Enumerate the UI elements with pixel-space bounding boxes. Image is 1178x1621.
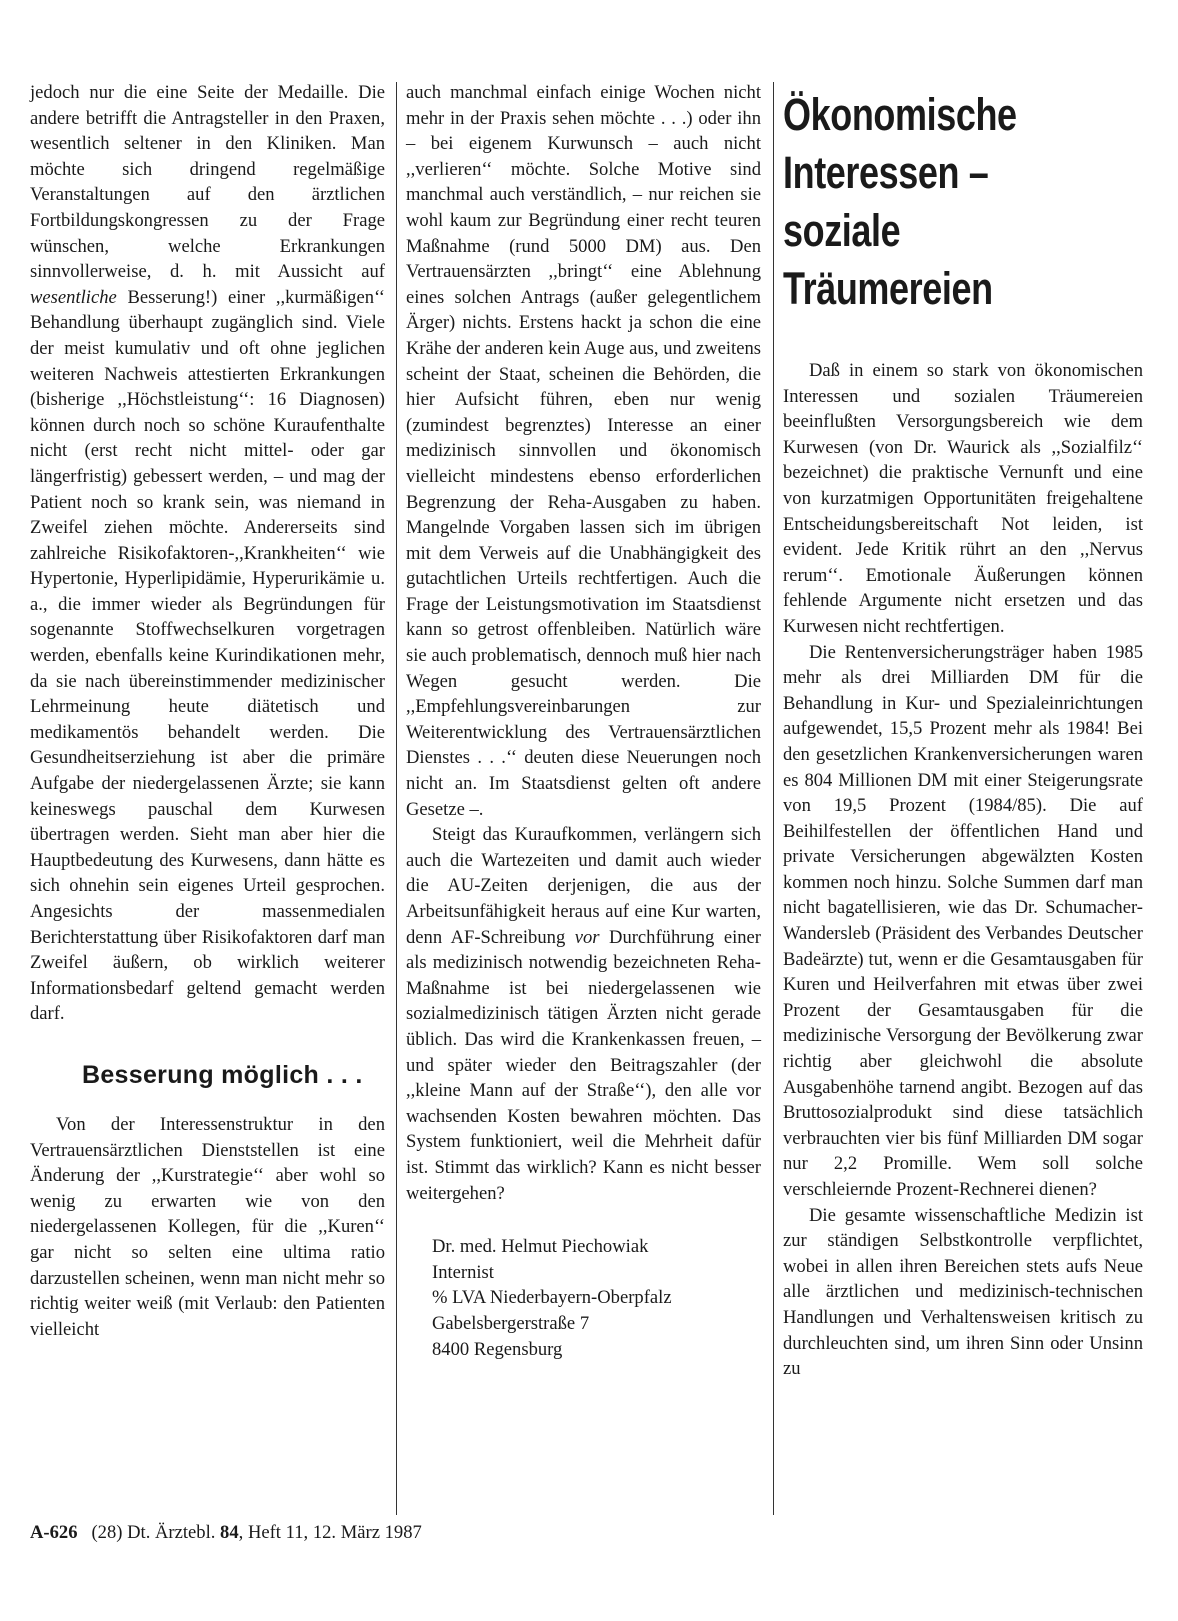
paragraph: Steigt das Kuraufkommen, verlängern sich auch die Wartezeiten und damit auch wieder die AU-Zeiten derjenigen, die aus der Arbeitsunfähigkeit heraus auf eine Kur warten, denn AF-Schreibung vor Durchführung einer als medizinisch notwendig bezeichneten Reha-Maßnahme ist bei niedergelassenen wie sozialmedizinisch tätigen Ärzten nicht gerade üblich. Das wird die Krankenkassen freuen, – und später wieder den Beitragszahler (der ,,kleine Mann auf der Straße‘‘), den alle vor wachsenden Kosten bewahren möchten. Das System funktioniert, weil die Mehrheit dafür ist. Stimmt das wirklich? Kann es nicht besser weitergehen? xyxy=(406,824,761,1204)
issue-date: , Heft 11, 12. März 1987 xyxy=(238,1522,422,1543)
column-3 xyxy=(783,80,1143,1382)
emphasis: wesentliche xyxy=(30,286,117,308)
author-title: Internist xyxy=(432,1261,494,1283)
author-institution: % LVA Niederbayern-Oberpfalz xyxy=(432,1287,672,1309)
subheading: Besserung möglich . . . xyxy=(82,1060,363,1089)
emphasis: vor xyxy=(574,926,600,948)
column-divider-1 xyxy=(396,82,397,1515)
author-street: Gabelsbergerstraße 7 xyxy=(432,1312,590,1334)
page-number: A-626 xyxy=(30,1522,78,1543)
column-2 xyxy=(406,80,761,1362)
author-signature xyxy=(432,1234,761,1362)
column-1 xyxy=(30,80,385,1342)
paragraph: Daß in einem so stark von ökonomischen Interessen und sozialen Träumereien beeinflußten Versorgungsbereich wie dem Kurwesen (von Dr. Waurick als ,,Sozialfilz‘‘ bezeichnet) die praktische Vernunft und eine von kurzatmigen Opportunitäten freigehaltene Entscheidungsbereitschaft Not leiden, ist evident. Jede Kritik rührt an den ,,Nervus rerum‘‘. Emotionale Äußerungen können fehlende Argumente nicht ersetzen und das Kurwesen nicht rechtfertigen. xyxy=(783,360,1143,637)
page-footer xyxy=(30,1522,422,1544)
volume-number: 84 xyxy=(220,1522,239,1543)
paragraph: Von der Interessenstruktur in den Vertrauensärztlichen Dienststellen ist eine Änderung der ,,Kurstrategie‘‘ aber wohl so wenig zu erwarten wie von den niedergelassenen Kollegen, für die ,,Kuren‘‘ gar nicht so selten eine ultima ratio darzustellen scheinen, wenn man nicht mehr so richtig weiter weiß (mit Verlaub: den Patienten vielleicht xyxy=(30,1113,385,1340)
paragraph: Die gesamte wissenschaftliche Medizin ist zur ständigen Selbstkontrolle verpflichtet, wobei in allen ihren Bereichen stets aufs Neue alle ärztlichen und medizinisch-technischen Handlungen und Verhaltensweisen kritisch zu durchleuchten sind, um ihren Sinn oder Unsinn zu xyxy=(783,1204,1143,1380)
paragraph: jedoch nur die eine Seite der Medaille. Die andere betrifft die Antragsteller in den Praxen, wesentlich seltener in den Kliniken. Man möchte sich dringend regelmäßige Veranstaltungen auf den ärztlichen Fortbildungskongressen zu der Frage wünschen, welche Erkrankungen sinnvollerweise, d. h. mit Aussicht auf wesentliche Besserung!) einer ,,kurmäßigen‘‘ Behandlung überhaupt zugänglich sind. Viele der meist kumulativ und oft ohne jeglichen weiteren Nachweis attestierten Erkrankungen (bisherige ,,Höchstleistung‘‘: 16 Diagnosen) können durch noch so schöne Kuraufenthalte nicht (erst recht nicht mittel- oder gar längerfristig) gebessert werden, – und mag der Patient noch so krank sein, was niemand in Zweifel ziehen möchte. Andererseits sind zahlreiche Risikofaktoren-,,Krankheiten‘‘ wie Hypertonie, Hyperlipidämie, Hyperurikämie u. a., die immer wieder als Begründungen für sogenannte Stoffwechselkuren vorgetragen werden, ebenfalls keine Kurindikationen mehr, da sie nach übereinstimmender medizinischer Lehrmeinung heute diätetisch und medikamentös behandelt werden. Die Gesundheitserziehung ist aber die primäre Aufgabe der niedergelassenen Ärzte; sie kann keineswegs pauschal dem Kurwesen übertragen werden. Sieht man aber hier die Hauptbedeutung des Kurwesens, dann hätte es sich ohnehin sein eigenes Urteil gesprochen. Angesichts der massenmedialen Berichterstattung über Risikofaktoren darf man Zweifel äußern, ob wirklich weiterer Informationsbedarf geltend gemacht werden darf. xyxy=(30,82,385,1025)
paragraph: auch manchmal einfach einige Wochen nicht mehr in der Praxis sehen möchte . . .) oder ihn – bei eigenem Kurwunsch – auch nicht ,,verlieren‘‘ möchte. Solche Motive sind manchmal auch verständlich, – nur reichen sie wohl kaum zur Begründung einer recht teuren Maßnahme (rund 5000 DM) aus. Den Vertrauensärzten ,,bringt‘‘ eine Ablehnung eines solchen Antrags (außer gelegentlichem Ärger) nichts. Erstens hackt ja schon die eine Krähe der anderen kein Auge aus, und zweitens scheint der Staat, scheinen die Behörden, die hier Aufsicht führen, eben nur wenig (zumindest begrenztes) Interesse an einer medizinisch sinnvollen und ökonomisch vielleicht mindestens ebenso erforderlichen Begrenzung der Reha-Ausgaben zu haben. Mangelnde Vorgaben lassen sich im übrigen mit dem Verweis auf die Unabhängigkeit des gutachtlichen Urteils rechtfertigen. Auch die Frage der Leistungsmotivation im Staatsdienst kann so getrost offenbleiben. Natürlich wäre sie auch problematisch, dennoch muß hier nach Wegen gesucht werden. Die ,,Empfehlungsvereinbarungen zur Weiterentwicklung des Vertrauensärztlichen Dienstes . . .‘‘ deuten diese Neuerungen noch nicht an. Im Staatsdienst gelten oft andere Gesetze –. xyxy=(406,82,761,820)
column-divider-2 xyxy=(773,82,774,1515)
paragraph: Die Rentenversicherungsträger haben 1985 mehr als drei Milliarden DM für die Behandlung in Kur- und Spezialeinrichtungen aufgewendet, 15,5 Prozent mehr als 1984! Bei den gesetzlichen Krankenversicherungen waren es 804 Millionen DM mit einer Steigerungsrate von 19,5 Prozent (1984/85). Die auf Beihilfestellen der öffentlichen Hand und private Versicherungen abgewälzten Kosten kommen noch hinzu. Solche Summen darf man nicht bagatellisieren, wie das Dr. Schumacher-Wandersleb (Präsident des Verbandes Deutscher Badeärzte) tut, wenn er die Gesamtausgaben für Kuren und Heilverfahren mit etwas über zwei Prozent der Gesamtausgaben für die medizinische Versorgung der Bevölkerung zwar richtig aber gleichwohl die absolute Ausgabenhöhe tarnend angibt. Bezogen auf das Bruttosozialprodukt sind diese tatsächlich verbrauchten vier bis fünf Milliarden DM sogar nur 2,2 Promille. Wem soll solche verschleiernde Prozent-Rechnerei dienen? xyxy=(783,641,1143,1200)
headline: Ökonomische Interessen – soziale Träumereien xyxy=(783,89,1017,314)
author-name: Dr. med. Helmut Piechowiak xyxy=(432,1236,649,1258)
journal-citation: (28) Dt. Ärztebl. xyxy=(91,1522,216,1543)
author-city: 8400 Regensburg xyxy=(432,1338,563,1360)
